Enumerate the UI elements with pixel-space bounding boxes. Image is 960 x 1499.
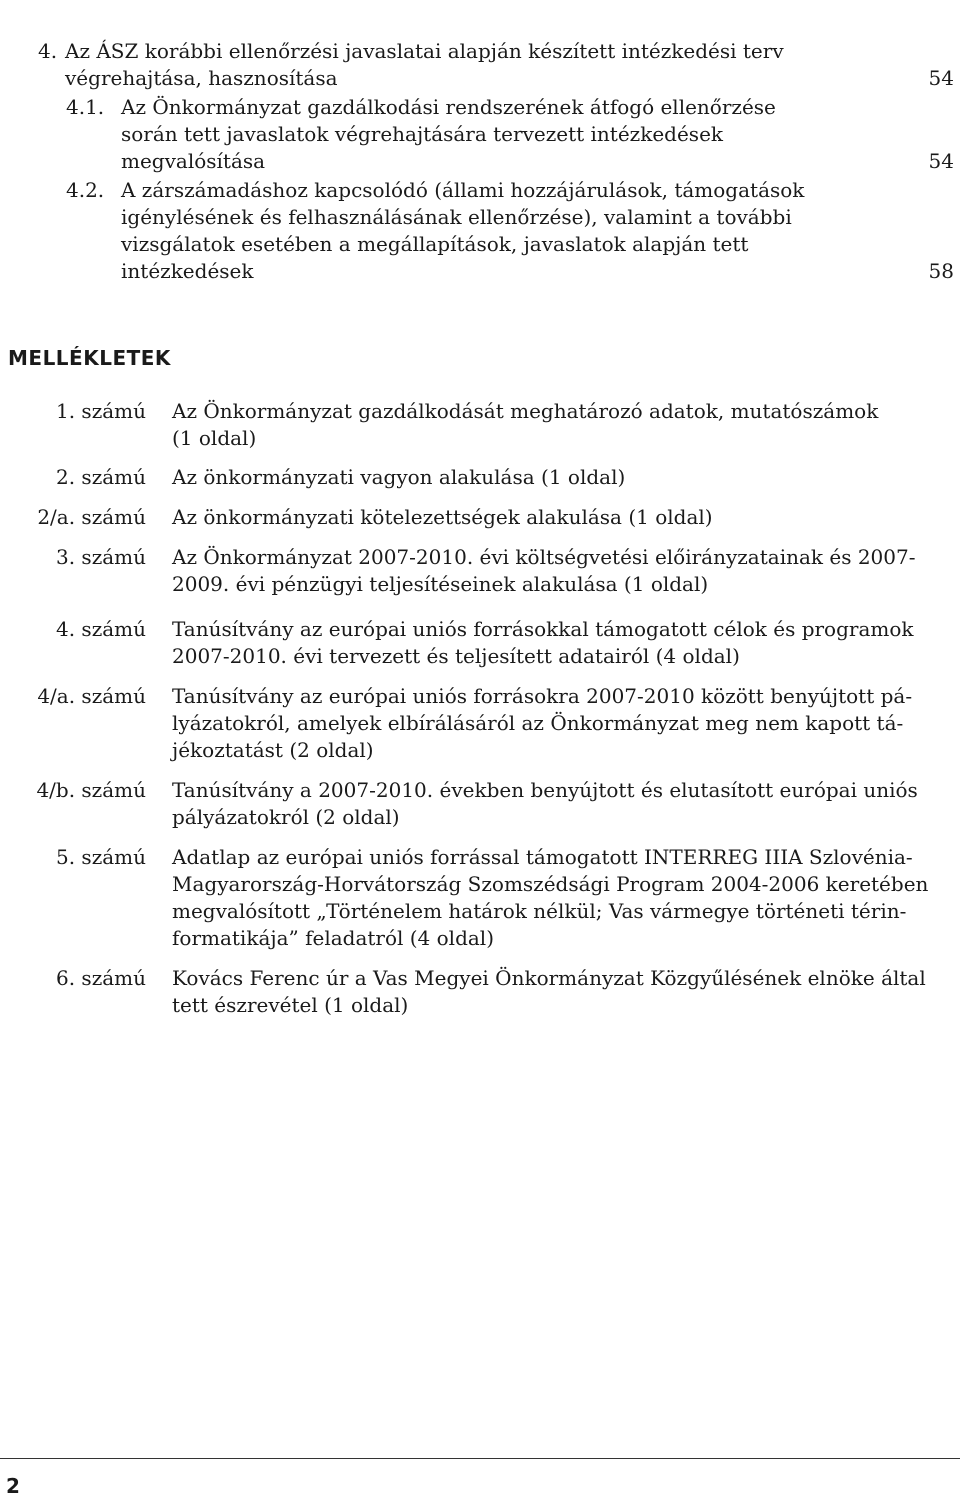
annex-item-2 <box>0 464 960 491</box>
toc-entry-page: 54 <box>928 149 954 173</box>
toc-entry-4-1 <box>0 94 960 175</box>
toc-entry-4-2 <box>0 177 960 285</box>
annex-description: Adatlap az európai uniós forrással támogatott INTERREG IIIA Szlovénia- Magyarország-Horvátország Szomszédsági Program 2004-2006 keretében megvalósított „Történelem határok nélkül; Vas vármegye történeti térin- formatikája” feladatról (4 oldal) <box>172 845 929 950</box>
toc-entry-title: Az Önkormányzat gazdálkodási rendszerének átfogó ellenőrzése során tett javaslatok végrehajtására tervezett intézkedések megvalósítása <box>121 95 776 173</box>
footer-divider <box>0 1458 960 1459</box>
annex-item-5 <box>0 844 960 952</box>
toc-entry-page: 54 <box>928 66 954 90</box>
page-number: 2 <box>6 1474 20 1498</box>
toc-entry-number: 4.2. <box>66 178 105 202</box>
annex-item-1 <box>0 398 960 452</box>
annex-label: 3. számú <box>55 545 146 569</box>
toc-entry-title: Az ÁSZ korábbi ellenőrzési javaslatai alapján készített intézkedési terv végrehajtása, hasznosítása <box>65 39 784 90</box>
annex-label: 2/a. számú <box>37 505 146 529</box>
annex-label: 5. számú <box>55 845 146 869</box>
annex-item-6 <box>0 965 960 1019</box>
toc-entry-number: 4.1. <box>66 95 105 119</box>
annex-description: Az Önkormányzat gazdálkodását meghatározó adatok, mutatószámok (1 oldal) <box>172 399 879 450</box>
annex-label: 4. számú <box>55 617 146 641</box>
toc-entry-page: 58 <box>928 259 954 283</box>
annexes-list <box>0 398 960 1019</box>
annex-label: 1. számú <box>55 399 146 423</box>
toc-entry-number: 4. <box>38 39 58 63</box>
annex-label: 4/a. számú <box>37 684 146 708</box>
annex-item-2a <box>0 504 960 531</box>
annex-description: Tanúsítvány az európai uniós forrásokkal támogatott célok és programok 2007-2010. évi tervezett és teljesített adatairól (4 oldal) <box>172 617 914 668</box>
annex-item-4b <box>0 777 960 831</box>
annex-item-3 <box>0 544 960 598</box>
annex-label: 6. számú <box>55 966 146 990</box>
annex-description: Az önkormányzati vagyon alakulása (1 oldal) <box>172 465 626 489</box>
toc-entry-title: A zárszámadáshoz kapcsolódó (állami hozzájárulások, támogatások igénylésének és felhasználásának ellenőrzése), valamint a további vizsgálatok esetében a megállapítások, javaslatok alapján tett intézkedések <box>121 178 805 283</box>
table-of-contents <box>0 38 960 287</box>
annex-description: Az Önkormányzat 2007-2010. évi költségvetési előirányzatainak és 2007- 2009. évi pénzügyi teljesítéseinek alakulása (1 oldal) <box>172 545 916 596</box>
toc-entry-4 <box>0 38 960 92</box>
annex-label: 4/b. számú <box>36 778 146 802</box>
annex-item-4a <box>0 683 960 764</box>
annex-description: Tanúsítvány a 2007-2010. években benyújtott és elutasított európai uniós pályázatokról (2 oldal) <box>172 778 918 829</box>
annexes-heading: MELLÉKLETEK <box>8 346 171 370</box>
annex-description: Tanúsítvány az európai uniós forrásokra 2007-2010 között benyújtott pá- lyázatokról, amelyek elbírálásáról az Önkormányzat meg nem kapott tá- jékoztatást (2 oldal) <box>172 684 913 762</box>
annex-label: 2. számú <box>55 465 146 489</box>
annex-description: Az önkormányzati kötelezettségek alakulása (1 oldal) <box>172 505 713 529</box>
annex-description: Kovács Ferenc úr a Vas Megyei Önkormányzat Közgyűlésének elnöke által tett észrevétel (1 oldal) <box>172 966 926 1017</box>
annex-item-4 <box>0 616 960 670</box>
